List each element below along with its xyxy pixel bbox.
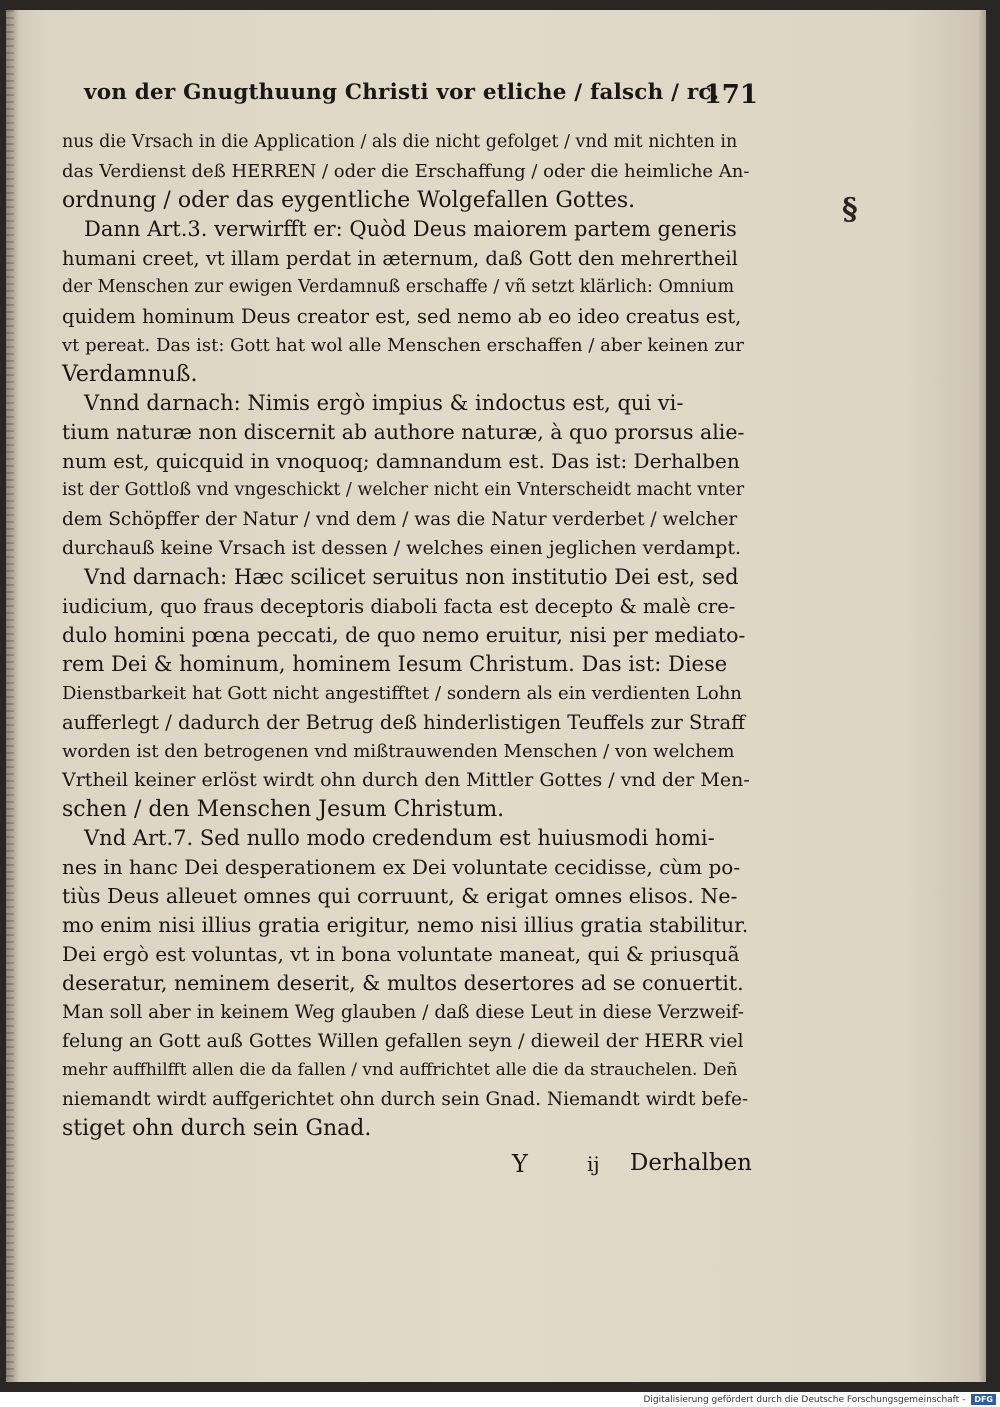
text-line: humani creet, vt illam perdat in æternum, daß Gott den mehrertheil (62, 247, 738, 270)
text-line: niemandt wirdt auffgerichtet ohn durch sein Gnad. Niemandt wirdt befe- (62, 1089, 749, 1110)
body-text (62, 128, 762, 1143)
text-line: dulo homini pœna peccati, de quo nemo eruitur, nisi per mediato- (62, 623, 746, 647)
text-line: Verdamnuß. (62, 362, 198, 387)
text-line: vt pereat. Das ist: Gott hat wol alle Menschen erschaffen / aber keinen zur (62, 335, 744, 356)
signature-number: ij (587, 1152, 600, 1176)
text-line: das Verdienst deß HERREN / oder die Erschaffung / oder die heimliche An- (62, 161, 750, 182)
text-line: Dei ergò est voluntas, vt in bona voluntate maneat, qui & priusquã (62, 942, 740, 966)
page-number: 171 (703, 80, 758, 110)
text-line: Man soll aber in keinem Weg glauben / daß diese Leut in diese Verzweif- (62, 1002, 744, 1023)
text-line: nus die Vrsach in die Application / als die nicht gefolget / vnd mit nichten in (62, 132, 738, 152)
text-line: Dienstbarkeit hat Gott nicht angestifftet / sondern als ein verdienten Lohn (62, 683, 742, 704)
text-line: iudicium, quo fraus deceptoris diaboli facta est decepto & malè cre- (62, 595, 736, 618)
catchword: Derhalben (629, 1150, 752, 1176)
signature-line (62, 1150, 752, 1182)
text-line: nes in hanc Dei desperationem ex Dei voluntate cecidisse, cùm po- (62, 855, 741, 879)
digitization-footer (0, 1392, 1000, 1407)
text-line: Vnd darnach: Hæc scilicet seruitus non institutio Dei est, sed (84, 565, 739, 589)
text-line: Vrtheil keiner erlöst wirdt ohn durch den Mittler Gottes / vnd der Men- (62, 769, 750, 791)
text-line: aufferlegt / dadurch der Betrug deß hinderlistigen Teuffels zur Straff (62, 711, 745, 734)
text-line: Vnnd darnach: Nimis ergò impius & indoctus est, qui vi- (84, 391, 684, 415)
dfg-logo-badge: DFG (971, 1394, 996, 1405)
text-line: der Menschen zur ewigen Verdamnuß erschaffe / vñ setzt klärlich: Omnium (62, 277, 735, 297)
text-line: felung an Gott auß Gottes Willen gefallen seyn / dieweil der HERR viel (62, 1030, 744, 1052)
text-line: worden ist den betrogenen vnd mißtrauwenden Menschen / von welchem (62, 741, 735, 762)
text-line: stiget ohn durch sein Gnad. (62, 1116, 372, 1141)
text-line: Vnd Art.7. Sed nullo modo credendum est huiusmodi homi- (84, 826, 715, 850)
text-line: ordnung / oder das eygentliche Wolgefallen Gottes. (62, 188, 636, 213)
text-line: ist der Gottloß vnd vngeschickt / welcher nicht ein Vnterscheidt macht vnter (62, 480, 745, 500)
text-line: rem Dei & hominum, hominem Iesum Christum. Das ist: Diese (62, 652, 728, 676)
page-edge-texture (6, 10, 14, 1382)
text-line: tium naturæ non discernit ab authore naturæ, à quo prorsus alie- (62, 420, 745, 444)
funding-credit: Digitalisierung gefördert durch die Deutsche Forschungsgemeinschaft - (643, 1394, 966, 1405)
page-right-edge (978, 10, 986, 1382)
text-line: schen / den Menschen Jesum Christum. (62, 797, 505, 822)
text-line: mo enim nisi illius gratia erigitur, nemo nisi illius gratia stabilitur. (62, 913, 749, 937)
text-line: deseratur, neminem deserit, & multos desertores ad se conuertit. (62, 971, 744, 995)
signature-mark: Y (512, 1150, 528, 1178)
margin-ornament: § (842, 192, 858, 227)
running-head-title: von der Gnugthuung Christi vor etliche / falsch / rc. (84, 80, 720, 105)
text-line: dem Schöpffer der Natur / vnd dem / was die Natur verderbet / welcher (62, 509, 738, 530)
text-line: num est, quicquid in vnoquoq; damnandum est. Das ist: Derhalben (62, 449, 740, 473)
text-line: durchauß keine Vrsach ist dessen / welches einen jeglichen verdampt. (62, 537, 742, 559)
text-line: mehr auffhilfft allen die da fallen / vnd auffrichtet alle die da strauchelen. Deñ (62, 1060, 738, 1080)
text-line: tiùs Deus alleuet omnes qui corruunt, & erigat omnes elisos. Ne- (62, 884, 738, 908)
running-header (84, 80, 758, 126)
text-line: quidem hominum Deus creator est, sed nemo ab eo ideo creatus est, (62, 305, 742, 328)
text-line: Dann Art.3. verwirfft er: Quòd Deus maiorem partem generis (84, 217, 737, 241)
